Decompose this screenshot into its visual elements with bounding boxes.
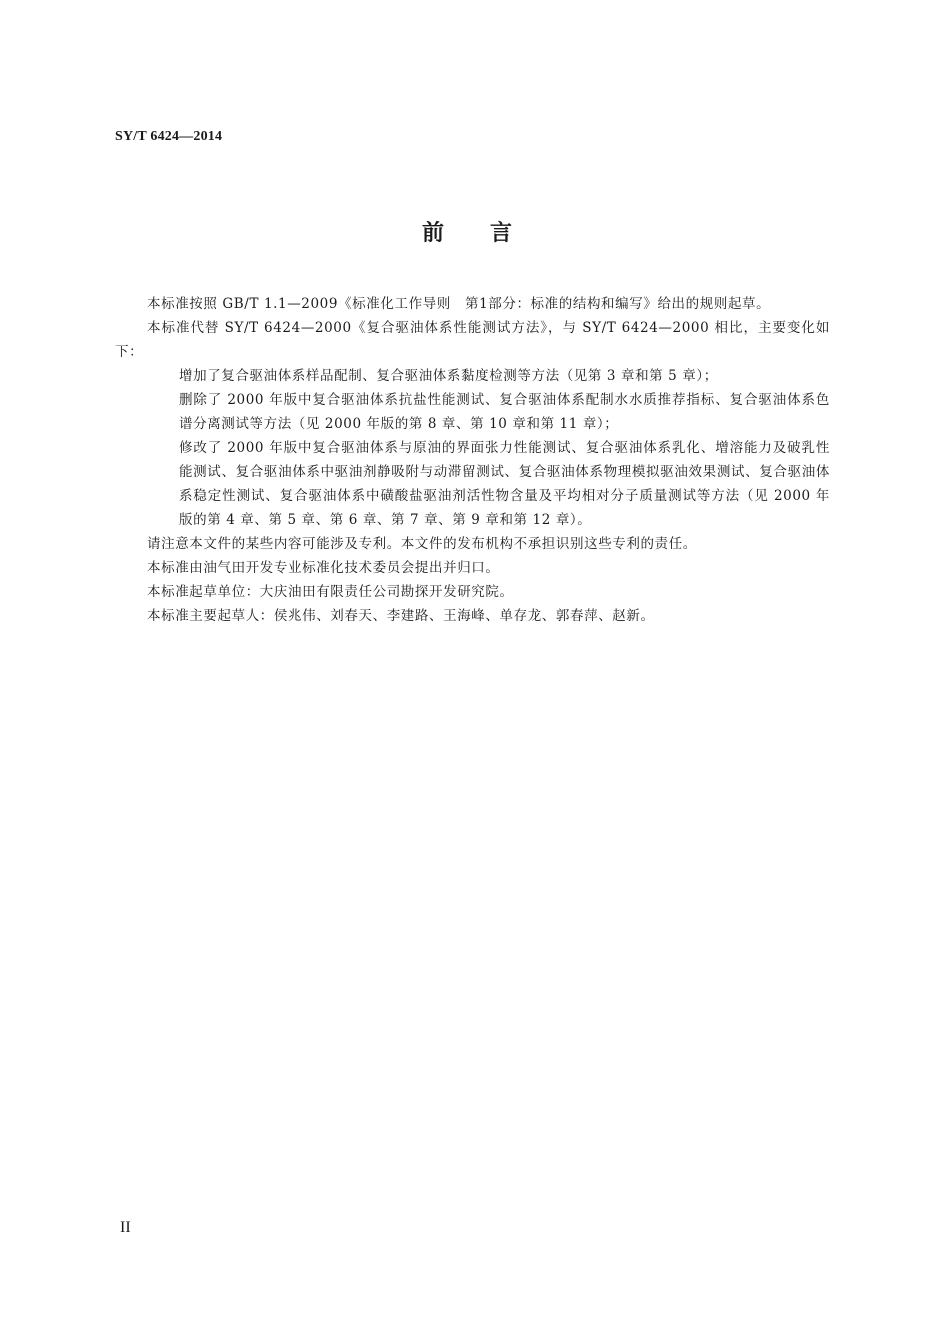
page-number: II <box>120 1219 131 1236</box>
change-item-modified: 修改了 2000 年版中复合驱油体系与原油的界面张力性能测试、复合驱油体系乳化、增溶能力及破乳性能测试、复合驱油体系中驱油剂静吸附与动滞留测试、复合驱油体系物理模拟驱油效果测试、复合驱油体系稳定性测试、复合驱油体系中磺酸盐驱油剂活性物含量及平均相对分子质量测试等方法（见 2000 年版的第 4 章、第 5 章、第 6 章、第 7 章、第 9 章和第 12 章）。 <box>179 440 830 528</box>
drafting-unit: 本标准起草单位：大庆油田有限责任公司勘探开发研究院。 <box>147 584 514 600</box>
foreword-body <box>115 292 830 628</box>
change-item-deleted: 删除了 2000 年版中复合驱油体系抗盐性能测试、复合驱油体系配制水水质推荐指标、复合驱油体系色谱分离测试等方法（见 2000 年版的第 8 章、第 10 章和第 11 章）； <box>179 392 830 432</box>
drafting-rule-paragraph: 本标准按照 GB/T 1.1—2009《标准化工作导则 第1部分：标准的结构和编写》给出的规则起草。 <box>147 296 771 312</box>
page-title: 前言 <box>422 221 559 246</box>
change-item-added: 增加了复合驱油体系样品配制、复合驱油体系黏度检测等方法（见第 3 章和第 5 章）； <box>179 368 718 384</box>
proposing-committee: 本标准由油气田开发专业标准化技术委员会提出并归口。 <box>147 560 500 576</box>
main-drafters: 本标准主要起草人：侯兆伟、刘春天、李建路、王海峰、单存龙、郭春萍、赵新。 <box>147 608 655 624</box>
patent-notice: 请注意本文件的某些内容可能涉及专利。本文件的发布机构不承担识别这些专利的责任。 <box>147 536 697 552</box>
replacement-paragraph: 本标准代替 SY/T 6424—2000《复合驱油体系性能测试方法》，与 SY/T 6424—2000 相比，主要变化如下： <box>115 320 830 360</box>
standard-code: SY/T 6424—2014 <box>115 129 223 144</box>
